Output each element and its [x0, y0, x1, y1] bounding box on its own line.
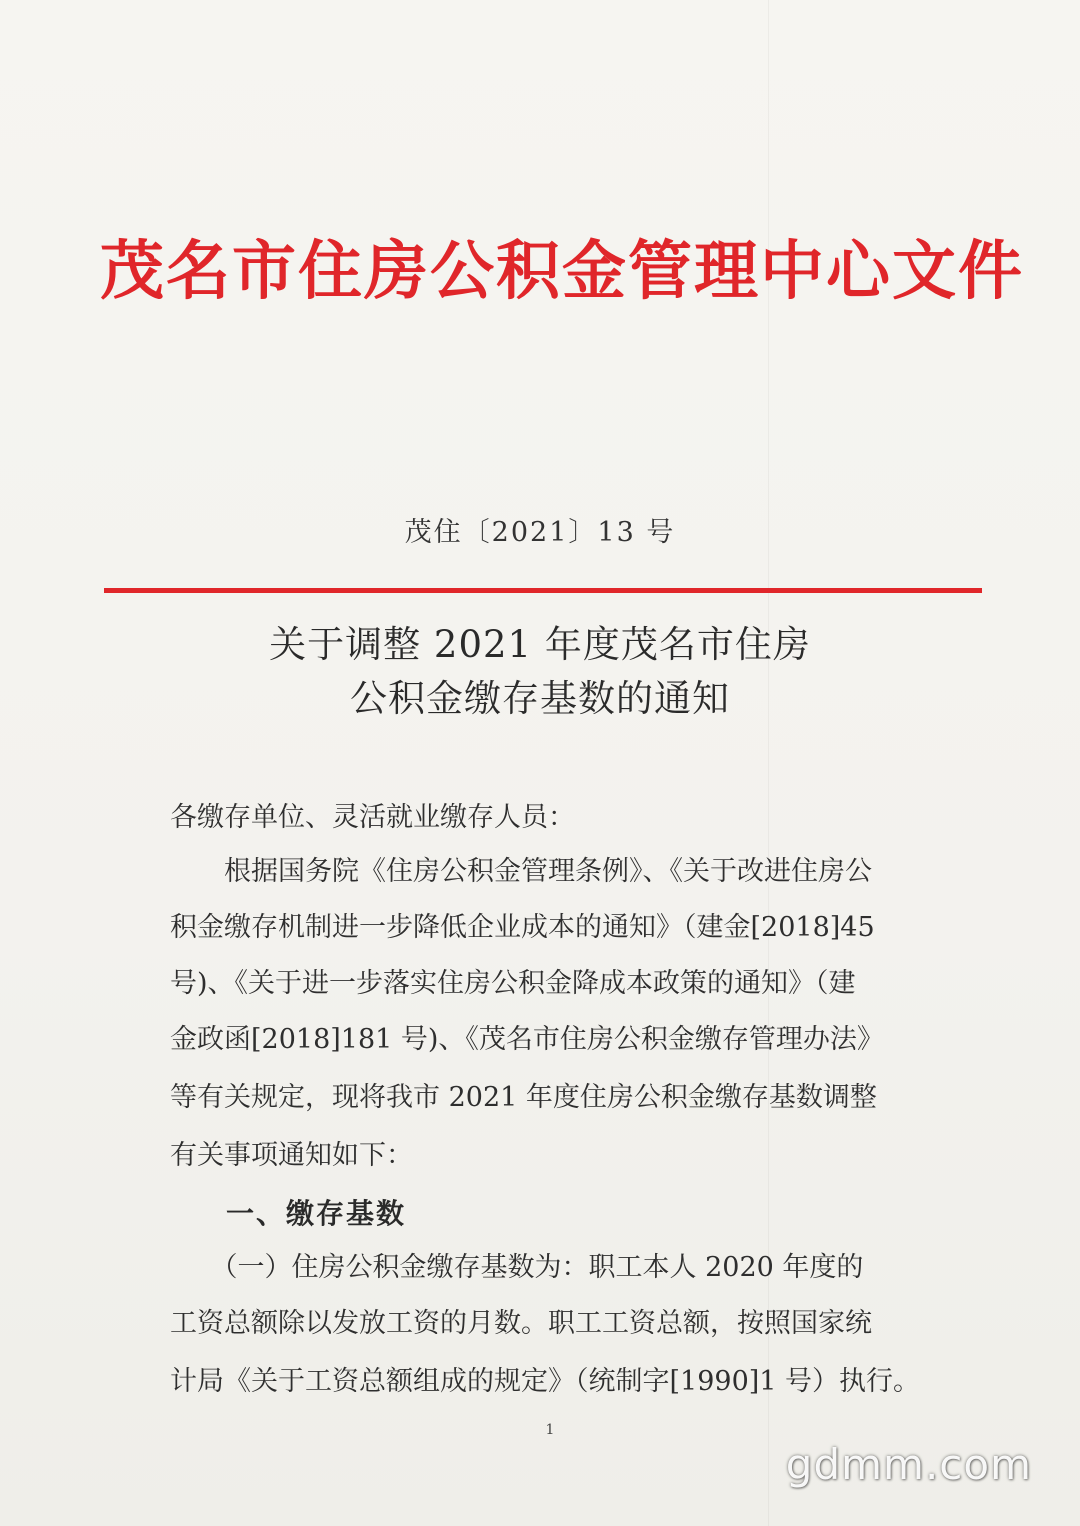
- salutation: 各缴存单位、灵活就业缴存人员：: [170, 802, 575, 833]
- body-line: 等有关规定，现将我市 2021 年度住房公积金缴存基数调整: [170, 1082, 877, 1113]
- body-line: 号)、《关于进一步落实住房公积金降成本政策的通知》（建: [170, 968, 856, 999]
- scan-fold-line: [768, 0, 769, 1526]
- site-watermark: gdmm.com: [785, 1440, 1032, 1489]
- body-line: 根据国务院《住房公积金管理条例》、《关于改进住房公: [170, 856, 872, 887]
- section-heading: 一、缴存基数: [226, 1197, 407, 1230]
- document-header-title: 茂名市住房公积金管理中心文件: [100, 235, 1024, 309]
- notice-title-line-1: 关于调整 2021 年度茂名市住房: [269, 623, 811, 666]
- page-number: 1: [545, 1422, 555, 1438]
- section-line: 计局《关于工资总额组成的规定》（统制字[1990]1 号）执行。: [170, 1366, 921, 1397]
- body-line: 积金缴存机制进一步降低企业成本的通知》（建金[2018]45: [170, 912, 875, 943]
- document-number: 茂住〔2021〕13 号: [404, 517, 676, 548]
- body-line: 有关事项通知如下：: [170, 1140, 413, 1171]
- notice-title-line-2: 公积金缴存基数的通知: [350, 677, 730, 720]
- notice-title: [0, 618, 1080, 726]
- section-line: （一）住房公积金缴存基数为：职工本人 2020 年度的: [170, 1252, 864, 1283]
- red-divider-rule: [104, 588, 982, 593]
- section-line: 工资总额除以发放工资的月数。职工工资总额，按照国家统: [170, 1308, 872, 1339]
- body-line: 金政函[2018]181 号)、《茂名市住房公积金缴存管理办法》: [170, 1024, 884, 1055]
